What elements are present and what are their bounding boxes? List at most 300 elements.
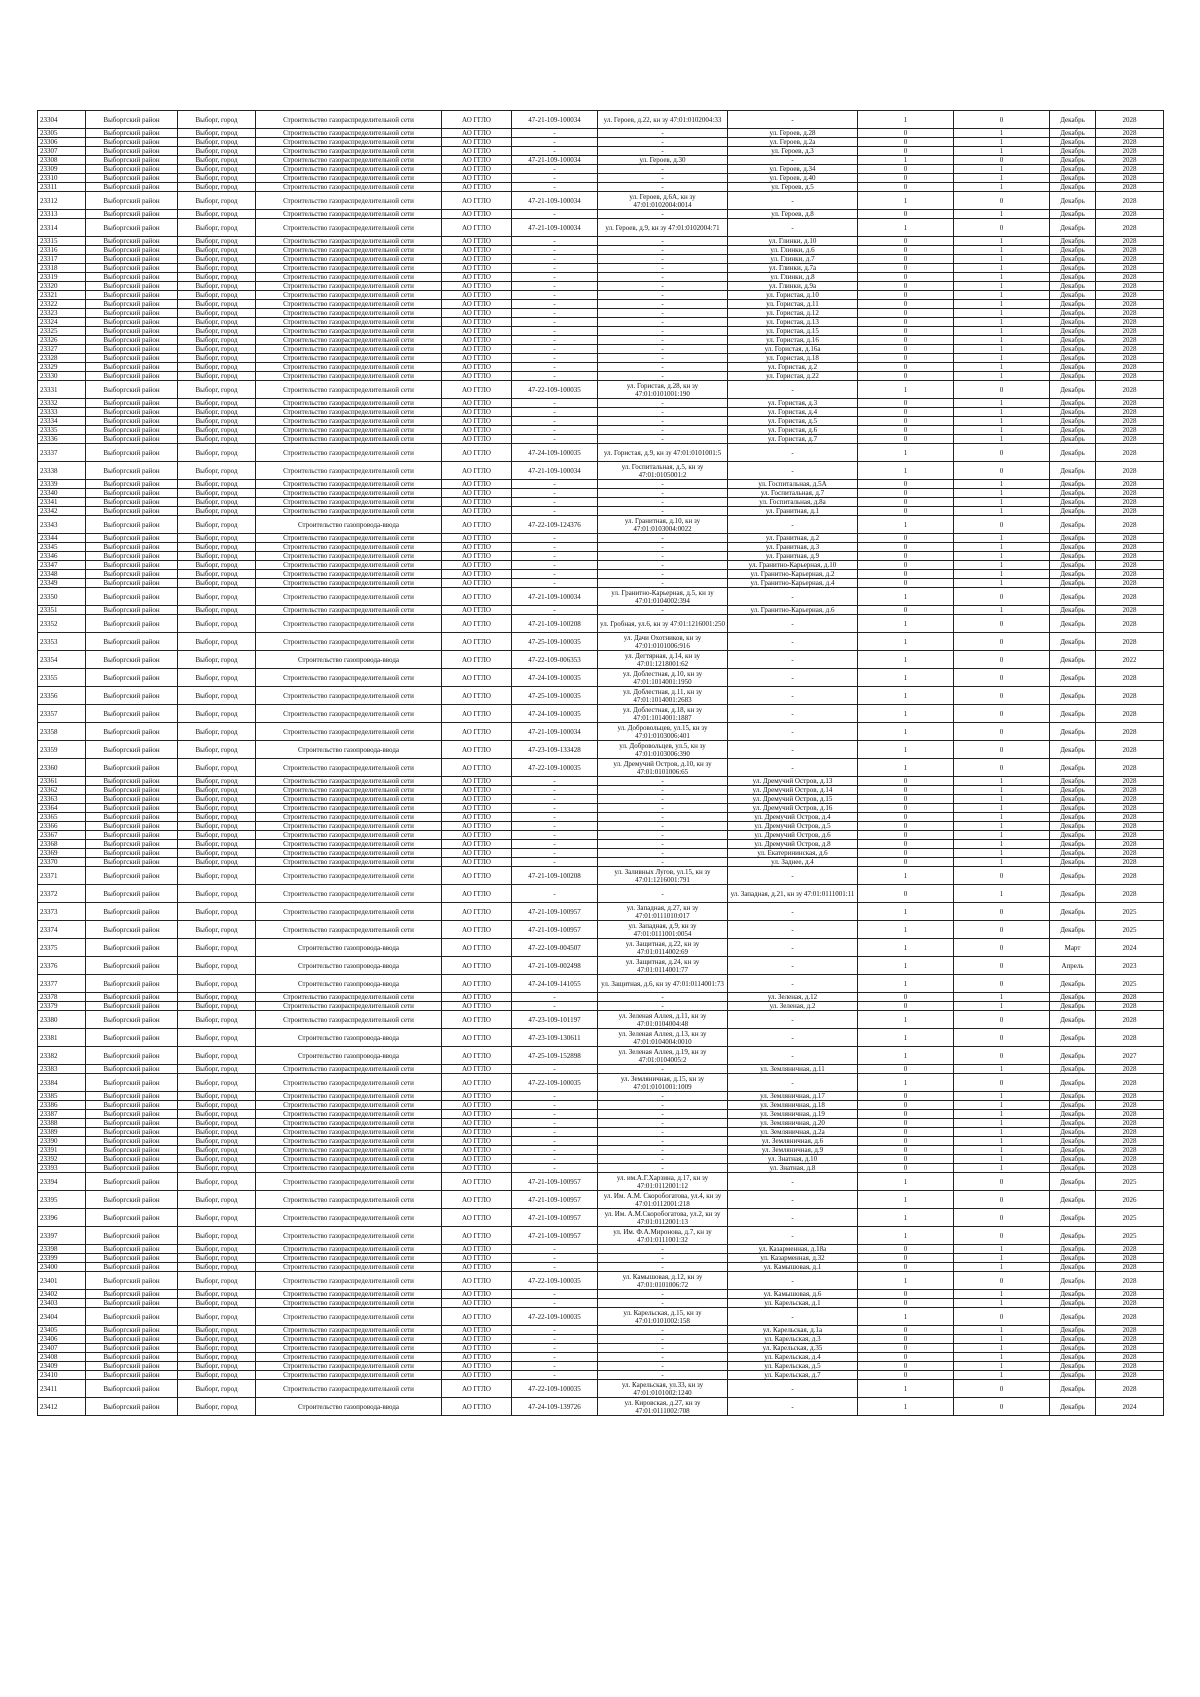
district-cell: Выборгский район: [86, 687, 178, 705]
row-number: 23313: [38, 210, 86, 219]
locality-cell: Выборг, город: [178, 1227, 256, 1245]
address-cell: ул. Глинки, д.10: [728, 237, 858, 246]
year-cell: 2028: [1096, 1371, 1164, 1380]
flag-b-cell: 1: [954, 345, 1050, 354]
flag-a-cell: 1: [858, 1074, 954, 1092]
row-number: 23370: [38, 858, 86, 867]
year-cell: 2028: [1096, 1263, 1164, 1272]
year-cell: 2026: [1096, 1191, 1164, 1209]
parcel-address-cell: -: [598, 1254, 728, 1263]
parcel-address-cell: -: [598, 534, 728, 543]
row-number: 23390: [38, 1137, 86, 1146]
flag-b-cell: 1: [954, 426, 1050, 435]
locality-cell: Выборг, город: [178, 1146, 256, 1155]
flag-b-cell: 1: [954, 354, 1050, 363]
district-cell: Выборгский район: [86, 1308, 178, 1326]
table-row: [38, 498, 1164, 507]
address-cell: ул. Героев, д.28: [728, 129, 858, 138]
work-type-cell: Строительство газораспределительной сети: [256, 1074, 442, 1092]
table-row: [38, 210, 1164, 219]
table-row: [38, 156, 1164, 165]
address-cell: ул. Гранитная, д.3: [728, 543, 858, 552]
district-cell: Выборгский район: [86, 363, 178, 372]
organization-cell: АО ГГЛО: [442, 444, 512, 462]
year-cell: 2028: [1096, 444, 1164, 462]
month-cell: Декабрь: [1050, 885, 1096, 903]
flag-a-cell: 0: [858, 408, 954, 417]
organization-cell: АО ГГЛО: [442, 1254, 512, 1263]
flag-b-cell: 0: [954, 219, 1050, 237]
month-cell: Декабрь: [1050, 786, 1096, 795]
month-cell: Декабрь: [1050, 372, 1096, 381]
cadastral-block-cell: -: [512, 372, 598, 381]
work-type-cell: Строительство газораспределительной сети: [256, 921, 442, 939]
locality-cell: Выборг, город: [178, 1371, 256, 1380]
district-cell: Выборгский район: [86, 111, 178, 129]
address-cell: ул. Героев, д.3: [728, 147, 858, 156]
table-row: [38, 543, 1164, 552]
locality-cell: Выборг, город: [178, 1398, 256, 1416]
parcel-address-cell: ул. Западная, д.27, кн зу 47:01:0111010:017: [598, 903, 728, 921]
table-row: [38, 282, 1164, 291]
flag-b-cell: 1: [954, 1092, 1050, 1101]
parcel-address-cell: -: [598, 417, 728, 426]
row-number: 23386: [38, 1101, 86, 1110]
month-cell: Декабрь: [1050, 1209, 1096, 1227]
work-type-cell: Строительство газораспределительной сети: [256, 1155, 442, 1164]
month-cell: Декабрь: [1050, 705, 1096, 723]
flag-b-cell: 1: [954, 318, 1050, 327]
organization-cell: АО ГГЛО: [442, 336, 512, 345]
row-number: 23379: [38, 1002, 86, 1011]
locality-cell: Выборг, город: [178, 210, 256, 219]
district-cell: Выборгский район: [86, 1011, 178, 1029]
address-cell: ул. Гранитно-Карьерная, д.6: [728, 606, 858, 615]
row-number: 23375: [38, 939, 86, 957]
flag-b-cell: 0: [954, 462, 1050, 480]
month-cell: Декабрь: [1050, 615, 1096, 633]
address-cell: ул. Госпитальная, д.7: [728, 489, 858, 498]
cadastral-block-cell: -: [512, 138, 598, 147]
locality-cell: Выборг, город: [178, 1254, 256, 1263]
table-row: [38, 1164, 1164, 1173]
address-cell: ул. Глинки, д.7: [728, 255, 858, 264]
month-cell: Декабрь: [1050, 1029, 1096, 1047]
table-row: [38, 174, 1164, 183]
month-cell: Декабрь: [1050, 777, 1096, 786]
organization-cell: АО ГГЛО: [442, 381, 512, 399]
work-type-cell: Строительство газопровода-ввода: [256, 741, 442, 759]
flag-b-cell: 0: [954, 1047, 1050, 1065]
row-number: 23368: [38, 840, 86, 849]
work-type-cell: Строительство газораспределительной сети: [256, 705, 442, 723]
organization-cell: АО ГГЛО: [442, 723, 512, 741]
year-cell: 2028: [1096, 615, 1164, 633]
cadastral-block-cell: -: [512, 543, 598, 552]
address-cell: ул. Земляничная, д.19: [728, 1110, 858, 1119]
locality-cell: Выборг, город: [178, 192, 256, 210]
district-cell: Выборгский район: [86, 993, 178, 1002]
year-cell: 2028: [1096, 534, 1164, 543]
district-cell: Выборгский район: [86, 921, 178, 939]
month-cell: Декабрь: [1050, 210, 1096, 219]
flag-a-cell: 1: [858, 687, 954, 705]
month-cell: Декабрь: [1050, 408, 1096, 417]
table-row: [38, 1371, 1164, 1380]
year-cell: 2028: [1096, 408, 1164, 417]
parcel-address-cell: -: [598, 777, 728, 786]
table-row: [38, 867, 1164, 885]
work-type-cell: Строительство газораспределительной сети: [256, 363, 442, 372]
organization-cell: АО ГГЛО: [442, 1326, 512, 1335]
year-cell: 2028: [1096, 606, 1164, 615]
year-cell: 2028: [1096, 309, 1164, 318]
flag-a-cell: 1: [858, 1209, 954, 1227]
locality-cell: Выборг, город: [178, 786, 256, 795]
address-cell: -: [728, 1227, 858, 1245]
flag-a-cell: 0: [858, 1101, 954, 1110]
address-cell: -: [728, 1380, 858, 1398]
address-cell: ул. Карельская, д.4: [728, 1353, 858, 1362]
organization-cell: АО ГГЛО: [442, 561, 512, 570]
flag-b-cell: 1: [954, 1290, 1050, 1299]
work-type-cell: Строительство газопровода-ввода: [256, 1398, 442, 1416]
district-cell: Выборгский район: [86, 1398, 178, 1416]
month-cell: Апрель: [1050, 957, 1096, 975]
row-number: 23334: [38, 417, 86, 426]
row-number: 23355: [38, 669, 86, 687]
work-type-cell: Строительство газораспределительной сети: [256, 1092, 442, 1101]
organization-cell: АО ГГЛО: [442, 921, 512, 939]
organization-cell: АО ГГЛО: [442, 507, 512, 516]
year-cell: 2028: [1096, 579, 1164, 588]
district-cell: Выборгский район: [86, 318, 178, 327]
cadastral-block-cell: 47-25-109-100035: [512, 687, 598, 705]
flag-b-cell: 1: [954, 993, 1050, 1002]
flag-a-cell: 1: [858, 1029, 954, 1047]
table-row: [38, 1101, 1164, 1110]
address-cell: -: [728, 1029, 858, 1047]
month-cell: Декабрь: [1050, 588, 1096, 606]
district-cell: Выборгский район: [86, 813, 178, 822]
district-cell: Выборгский район: [86, 273, 178, 282]
cadastral-block-cell: -: [512, 291, 598, 300]
organization-cell: АО ГГЛО: [442, 1029, 512, 1047]
flag-a-cell: 1: [858, 1047, 954, 1065]
organization-cell: АО ГГЛО: [442, 588, 512, 606]
locality-cell: Выборг, город: [178, 858, 256, 867]
cadastral-block-cell: -: [512, 336, 598, 345]
cadastral-block-cell: 47-22-109-004507: [512, 939, 598, 957]
cadastral-block-cell: -: [512, 417, 598, 426]
table-row: [38, 777, 1164, 786]
table-row: [38, 309, 1164, 318]
row-number: 23348: [38, 570, 86, 579]
flag-a-cell: 0: [858, 264, 954, 273]
flag-b-cell: 0: [954, 1209, 1050, 1227]
address-cell: ул. Земляничная, д.17: [728, 1092, 858, 1101]
row-number: 23378: [38, 993, 86, 1002]
locality-cell: Выборг, город: [178, 264, 256, 273]
district-cell: Выборгский район: [86, 345, 178, 354]
address-cell: ул. Героев, д.5: [728, 183, 858, 192]
locality-cell: Выборг, город: [178, 570, 256, 579]
address-cell: ул. Дремучий Остров, д.16: [728, 804, 858, 813]
month-cell: Март: [1050, 939, 1096, 957]
flag-b-cell: 0: [954, 444, 1050, 462]
parcel-address-cell: -: [598, 1344, 728, 1353]
locality-cell: Выборг, город: [178, 1065, 256, 1074]
address-cell: ул. Дремучий Остров, д.14: [728, 786, 858, 795]
month-cell: Декабрь: [1050, 1254, 1096, 1263]
address-cell: -: [728, 921, 858, 939]
table-row: [38, 723, 1164, 741]
flag-b-cell: 0: [954, 669, 1050, 687]
table-row: [38, 318, 1164, 327]
work-type-cell: Строительство газораспределительной сети: [256, 192, 442, 210]
cadastral-block-cell: -: [512, 129, 598, 138]
table-row: [38, 480, 1164, 489]
work-type-cell: Строительство газораспределительной сети: [256, 1002, 442, 1011]
flag-a-cell: 0: [858, 435, 954, 444]
work-type-cell: Строительство газораспределительной сети: [256, 1263, 442, 1272]
locality-cell: Выборг, город: [178, 885, 256, 903]
year-cell: 2025: [1096, 1173, 1164, 1191]
row-number: 23362: [38, 786, 86, 795]
parcel-address-cell: -: [598, 543, 728, 552]
work-type-cell: Строительство газораспределительной сети: [256, 291, 442, 300]
address-cell: ул. Гористая, д.12: [728, 309, 858, 318]
row-number: 23323: [38, 309, 86, 318]
cadastral-block-cell: 47-21-109-100034: [512, 723, 598, 741]
flag-a-cell: 0: [858, 129, 954, 138]
organization-cell: АО ГГЛО: [442, 615, 512, 633]
row-number: 23407: [38, 1344, 86, 1353]
parcel-address-cell: -: [598, 309, 728, 318]
locality-cell: Выборг, город: [178, 255, 256, 264]
address-cell: ул. Гористая, д.18: [728, 354, 858, 363]
address-cell: ул. Западная, д.21, кн зу 47:01:0111001:11: [728, 885, 858, 903]
locality-cell: Выборг, город: [178, 498, 256, 507]
address-cell: -: [728, 957, 858, 975]
row-number: 23387: [38, 1110, 86, 1119]
address-cell: -: [728, 516, 858, 534]
address-cell: -: [728, 723, 858, 741]
work-type-cell: Строительство газораспределительной сети: [256, 1137, 442, 1146]
locality-cell: Выборг, город: [178, 534, 256, 543]
table-row: [38, 399, 1164, 408]
row-number: 23314: [38, 219, 86, 237]
district-cell: Выборгский район: [86, 237, 178, 246]
row-number: 23373: [38, 903, 86, 921]
address-cell: -: [728, 192, 858, 210]
row-number: 23333: [38, 408, 86, 417]
locality-cell: Выборг, город: [178, 309, 256, 318]
work-type-cell: Строительство газораспределительной сети: [256, 759, 442, 777]
district-cell: Выборгский район: [86, 264, 178, 273]
cadastral-block-cell: -: [512, 426, 598, 435]
table-row: [38, 561, 1164, 570]
cadastral-block-cell: -: [512, 606, 598, 615]
work-type-cell: Строительство газораспределительной сети: [256, 246, 442, 255]
table-row: [38, 381, 1164, 399]
work-type-cell: Строительство газораспределительной сети: [256, 570, 442, 579]
year-cell: 2028: [1096, 687, 1164, 705]
district-cell: Выборгский район: [86, 489, 178, 498]
address-cell: ул. Земляничная, д.20: [728, 1119, 858, 1128]
parcel-address-cell: -: [598, 354, 728, 363]
month-cell: Декабрь: [1050, 435, 1096, 444]
work-type-cell: Строительство газораспределительной сети: [256, 354, 442, 363]
row-number: 23307: [38, 147, 86, 156]
month-cell: Декабрь: [1050, 1011, 1096, 1029]
district-cell: Выборгский район: [86, 1065, 178, 1074]
flag-b-cell: 1: [954, 363, 1050, 372]
district-cell: Выборгский район: [86, 1371, 178, 1380]
parcel-address-cell: -: [598, 795, 728, 804]
address-cell: ул. Земляничная, д.6: [728, 1137, 858, 1146]
month-cell: Декабрь: [1050, 1119, 1096, 1128]
row-number: 23404: [38, 1308, 86, 1326]
address-cell: ул. Гранитная, д.2: [728, 534, 858, 543]
year-cell: 2028: [1096, 462, 1164, 480]
organization-cell: АО ГГЛО: [442, 687, 512, 705]
parcel-address-cell: -: [598, 480, 728, 489]
year-cell: 2028: [1096, 1308, 1164, 1326]
flag-a-cell: 1: [858, 1173, 954, 1191]
flag-b-cell: 1: [954, 138, 1050, 147]
work-type-cell: Строительство газораспределительной сети: [256, 1110, 442, 1119]
month-cell: Декабрь: [1050, 723, 1096, 741]
work-type-cell: Строительство газопровода-ввода: [256, 975, 442, 993]
flag-a-cell: 0: [858, 606, 954, 615]
flag-a-cell: 1: [858, 1398, 954, 1416]
organization-cell: АО ГГЛО: [442, 210, 512, 219]
month-cell: Декабрь: [1050, 1155, 1096, 1164]
address-cell: -: [728, 381, 858, 399]
month-cell: Декабрь: [1050, 399, 1096, 408]
parcel-address-cell: ул. Кировская, д.27, кн зу 47:01:0111002:708: [598, 1398, 728, 1416]
year-cell: 2027: [1096, 1047, 1164, 1065]
address-cell: ул. Героев, д.34: [728, 165, 858, 174]
table-row: [38, 354, 1164, 363]
parcel-address-cell: ул. Героев, д.9, кн зу 47:01:0102004:71: [598, 219, 728, 237]
organization-cell: АО ГГЛО: [442, 255, 512, 264]
cadastral-block-cell: 47-22-109-100035: [512, 1380, 598, 1398]
month-cell: Декабрь: [1050, 1344, 1096, 1353]
locality-cell: Выборг, город: [178, 651, 256, 669]
month-cell: Декабрь: [1050, 165, 1096, 174]
work-type-cell: Строительство газопровода-ввода: [256, 516, 442, 534]
parcel-address-cell: -: [598, 885, 728, 903]
locality-cell: Выборг, город: [178, 1263, 256, 1272]
table-row: [38, 327, 1164, 336]
flag-b-cell: 1: [954, 498, 1050, 507]
work-type-cell: Строительство газораспределительной сети: [256, 372, 442, 381]
organization-cell: АО ГГЛО: [442, 606, 512, 615]
locality-cell: Выборг, город: [178, 822, 256, 831]
cadastral-block-cell: -: [512, 1353, 598, 1362]
organization-cell: АО ГГЛО: [442, 552, 512, 561]
month-cell: Декабрь: [1050, 552, 1096, 561]
organization-cell: АО ГГЛО: [442, 174, 512, 183]
table-row: [38, 219, 1164, 237]
flag-b-cell: 1: [954, 1344, 1050, 1353]
table-row: [38, 372, 1164, 381]
locality-cell: Выборг, город: [178, 975, 256, 993]
cadastral-block-cell: -: [512, 552, 598, 561]
work-type-cell: Строительство газораспределительной сети: [256, 1371, 442, 1380]
year-cell: 2028: [1096, 426, 1164, 435]
table-row: [38, 507, 1164, 516]
flag-b-cell: 1: [954, 795, 1050, 804]
address-cell: ул. Дремучий Остров, д.4: [728, 813, 858, 822]
district-cell: Выборгский район: [86, 156, 178, 165]
parcel-address-cell: -: [598, 570, 728, 579]
table-body: [38, 111, 1164, 1416]
year-cell: 2028: [1096, 1362, 1164, 1371]
cadastral-block-cell: -: [512, 507, 598, 516]
district-cell: Выборгский район: [86, 372, 178, 381]
table-row: [38, 1335, 1164, 1344]
year-cell: 2028: [1096, 813, 1164, 822]
work-type-cell: Строительство газораспределительной сети: [256, 606, 442, 615]
work-type-cell: Строительство газопровода-ввода: [256, 651, 442, 669]
cadastral-block-cell: 47-22-109-100035: [512, 1272, 598, 1290]
district-cell: Выборгский район: [86, 1101, 178, 1110]
parcel-address-cell: ул. Дачи Охотников, кн зу 47:01:0101006:916: [598, 633, 728, 651]
flag-a-cell: 0: [858, 138, 954, 147]
parcel-address-cell: ул. Зеленая Аллея, д.13, кн зу 47:01:0104004:0010: [598, 1029, 728, 1047]
district-cell: Выборгский район: [86, 165, 178, 174]
organization-cell: АО ГГЛО: [442, 1011, 512, 1029]
row-number: 23364: [38, 804, 86, 813]
work-type-cell: Строительство газораспределительной сети: [256, 174, 442, 183]
flag-b-cell: 1: [954, 1299, 1050, 1308]
locality-cell: Выборг, город: [178, 813, 256, 822]
month-cell: Декабрь: [1050, 516, 1096, 534]
parcel-address-cell: ул. Героев, д.22, кн зу 47:01:0102004:33: [598, 111, 728, 129]
year-cell: 2028: [1096, 1110, 1164, 1119]
locality-cell: Выборг, город: [178, 327, 256, 336]
work-type-cell: Строительство газораспределительной сети: [256, 786, 442, 795]
work-type-cell: Строительство газораспределительной сети: [256, 1128, 442, 1137]
organization-cell: АО ГГЛО: [442, 1371, 512, 1380]
organization-cell: АО ГГЛО: [442, 480, 512, 489]
flag-b-cell: 1: [954, 309, 1050, 318]
locality-cell: Выборг, город: [178, 939, 256, 957]
locality-cell: Выборг, город: [178, 1191, 256, 1209]
parcel-address-cell: -: [598, 174, 728, 183]
district-cell: Выборгский район: [86, 516, 178, 534]
address-cell: -: [728, 651, 858, 669]
district-cell: Выборгский район: [86, 1299, 178, 1308]
locality-cell: Выборг, город: [178, 444, 256, 462]
address-cell: ул. Гористая, д.3: [728, 399, 858, 408]
flag-b-cell: 1: [954, 1245, 1050, 1254]
table-row: [38, 831, 1164, 840]
year-cell: 2028: [1096, 1272, 1164, 1290]
cadastral-block-cell: 47-21-109-100034: [512, 462, 598, 480]
locality-cell: Выборг, город: [178, 831, 256, 840]
locality-cell: Выборг, город: [178, 561, 256, 570]
organization-cell: АО ГГЛО: [442, 903, 512, 921]
flag-a-cell: 1: [858, 192, 954, 210]
district-cell: Выборгский район: [86, 1137, 178, 1146]
work-type-cell: Строительство газораспределительной сети: [256, 237, 442, 246]
year-cell: 2025: [1096, 921, 1164, 939]
parcel-address-cell: -: [598, 183, 728, 192]
